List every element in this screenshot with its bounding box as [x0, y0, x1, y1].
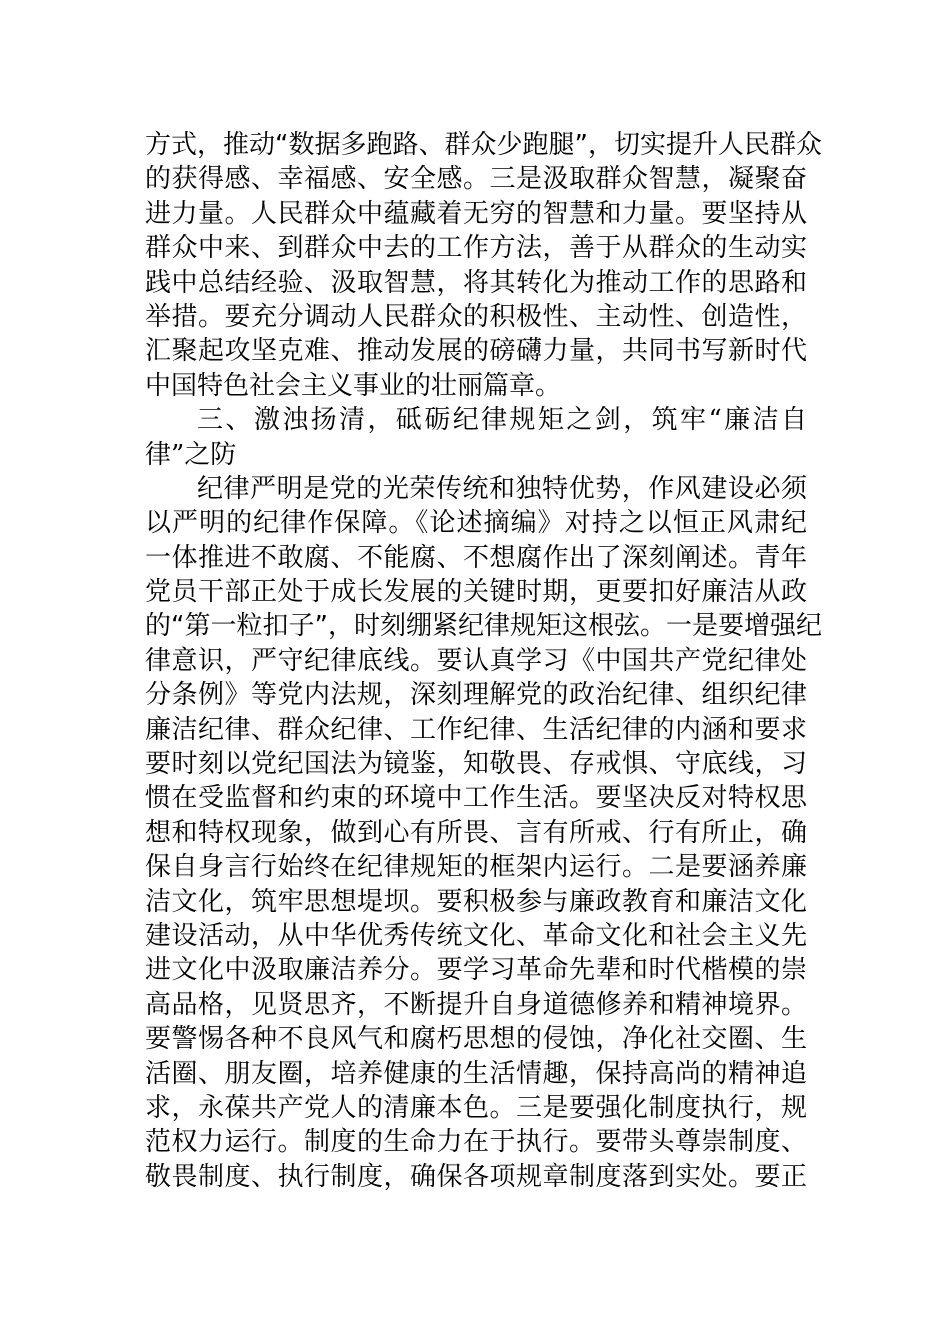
text-line: 要时刻以党纪国法为镜鉴，知敬畏、存戒惧、守底线，习 [145, 749, 807, 780]
text-line: 进力量。人民群众中蕴藏着无穷的智慧和力量。要坚持从 [145, 198, 807, 229]
text-line: 高品格，见贤思齐，不断提升自身道德修养和精神境界。 [145, 989, 807, 1020]
paragraph-main [145, 472, 822, 1194]
text-line: 敬畏制度、执行制度，确保各项规章制度落到实处。要正 [145, 1161, 807, 1192]
text-line: 党员干部正处于成长发展的关键时期，更要扣好廉洁从政 [145, 577, 807, 608]
text-line: 方式，推动“数据多跑路、群众少跑腿”，切实提升人民群众 [145, 130, 822, 160]
text-line: 举措。要充分调动人民群众的积极性、主动性、创造性， [145, 301, 807, 332]
document-body [145, 128, 822, 1194]
heading-line: 律”之防 [145, 439, 237, 470]
text-line: 廉洁纪律、群众纪律、工作纪律、生活纪律的内涵和要求 [145, 714, 807, 745]
text-line: 律意识，严守纪律底线。要认真学习《中国共产党纪律处 [145, 645, 807, 676]
text-line: 建设活动，从中华优秀传统文化、革命文化和社会主义先 [145, 920, 807, 951]
text-line: 惯在受监督和约束的环境中工作生活。要坚决反对特权思 [145, 783, 807, 814]
text-line: 以严明的纪律作保障。《论述摘编》对持之以恒正风肃纪 [145, 508, 807, 539]
text-line: 纪律严明是党的光荣传统和独特优势，作风建设必须 [197, 473, 807, 504]
text-line: 践中总结经验、汲取智慧，将其转化为推动工作的思路和 [145, 267, 807, 298]
text-line: 的获得感、幸福感、安全感。三是汲取群众智慧，凝聚奋 [145, 164, 807, 195]
text-line: 中国特色社会主义事业的壮丽篇章。 [145, 370, 562, 401]
text-line: 分条例》等党内法规，深刻理解党的政治纪律、组织纪律 [145, 680, 807, 711]
text-line: 想和特权现象，做到心有所畏、言有所戒、行有所止，确 [145, 817, 807, 848]
section-heading [145, 403, 807, 472]
text-line: 求，永葆共产党人的清廉本色。三是要强化制度执行，规 [145, 1092, 807, 1123]
text-line: 的“第一粒扣子”，时刻绷紧纪律规矩这根弦。一是要增强纪 [145, 611, 822, 642]
heading-line: 三、激浊扬清，砥砺纪律规矩之剑，筑牢“廉洁自 [197, 405, 807, 436]
text-line: 范权力运行。制度的生命力在于执行。要带头尊崇制度、 [145, 1127, 807, 1158]
text-line: 汇聚起攻坚克难、推动发展的磅礴力量，共同书写新时代 [145, 336, 807, 367]
text-line: 活圈、朋友圈，培养健康的生活情趣，保持高尚的精神追 [145, 1058, 807, 1089]
paragraph-continued [145, 128, 822, 403]
text-line: 进文化中汲取廉洁养分。要学习革命先辈和时代楷模的崇 [145, 955, 807, 986]
text-line: 一体推进不敢腐、不能腐、不想腐作出了深刻阐述。青年 [145, 542, 807, 573]
text-line: 要警惕各种不良风气和腐朽思想的侵蚀，净化社交圈、生 [145, 1024, 807, 1055]
text-line: 群众中来、到群众中去的工作方法，善于从群众的生动实 [145, 233, 807, 264]
text-line: 保自身言行始终在纪律规矩的框架内运行。二是要涵养廉 [145, 852, 807, 883]
text-line: 洁文化，筑牢思想堤坝。要积极参与廉政教育和廉洁文化 [145, 886, 807, 917]
